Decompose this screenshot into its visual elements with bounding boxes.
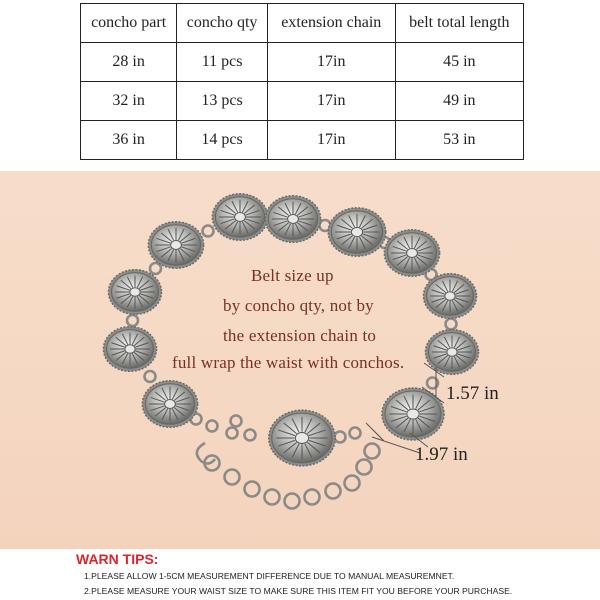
- extension-chain-link: [225, 470, 240, 485]
- concho-medallion: [423, 274, 476, 319]
- table-row: [81, 121, 524, 160]
- extension-chain-link: [265, 490, 280, 505]
- extension-chain-link: [245, 482, 260, 497]
- concho-medallion: [108, 270, 161, 315]
- table-cell: 45 in: [395, 43, 523, 82]
- table-cell: 17in: [267, 82, 395, 121]
- concho-medallion: [142, 381, 197, 427]
- table-cell: 49 in: [395, 82, 523, 121]
- concho-medallion: [103, 327, 156, 372]
- header-concho-part: concho part: [81, 4, 177, 43]
- concho-medallion: [384, 230, 439, 276]
- table-cell: 17in: [267, 121, 395, 160]
- chain-link: [203, 226, 214, 237]
- slogan-line-3: the extension chain to: [223, 326, 377, 345]
- table-cell: 36 in: [81, 121, 177, 160]
- warn-line-2: 2.PLEASE MEASURE YOUR WAIST SIZE TO MAKE SURE THIS ITEM FIT YOU BEFORE YOUR PURCHASE.: [84, 586, 513, 596]
- chain-link: [207, 421, 218, 432]
- chain-link: [231, 416, 242, 427]
- extension-chain-link: [365, 444, 380, 459]
- table-cell: 28 in: [81, 43, 177, 82]
- concho-medallion: [328, 208, 386, 256]
- extension-chain-link: [357, 460, 372, 475]
- warn-tips: [0, 549, 600, 600]
- slogan-line-4: full wrap the waist with conchos.: [172, 353, 405, 372]
- slogan-line-2: by concho qty, not by: [223, 296, 374, 315]
- table-row: [81, 82, 524, 121]
- chain-link: [446, 319, 457, 330]
- product-banner: [0, 171, 600, 549]
- table-cell: 17in: [267, 43, 395, 82]
- extension-chain-link: [326, 484, 341, 499]
- concho-medallion: [148, 222, 203, 268]
- extension-chain-link: [345, 476, 360, 491]
- header-belt-total-length: belt total length: [395, 4, 523, 43]
- chain-link: [335, 432, 346, 443]
- chain-link: [350, 428, 361, 439]
- concho-height-label: 1.57 in: [446, 383, 499, 404]
- warn-title: WARN TIPS:: [76, 551, 159, 567]
- slogan-line-1: Belt size up: [251, 266, 334, 285]
- chain-link: [150, 263, 161, 274]
- chain-link: [127, 315, 138, 326]
- concho-medallion: [269, 410, 335, 466]
- concho-width-label: 1.97 in: [415, 444, 468, 465]
- chain-link: [145, 371, 156, 382]
- extension-chain-link: [305, 490, 320, 505]
- chain-link: [227, 428, 238, 439]
- table-row: [81, 43, 524, 82]
- header-concho-qty: concho qty: [177, 4, 268, 43]
- header-extension-chain: extension chain: [267, 4, 395, 43]
- table-cell: 32 in: [81, 82, 177, 121]
- chain-link: [245, 430, 256, 441]
- table-cell: 14 pcs: [177, 121, 268, 160]
- warn-line-1: 1.PLEASE ALLOW 1-5CM MEASUREMENT DIFFERENCE DUE TO MANUAL MEASUREMNET.: [84, 571, 455, 581]
- table-header-row: [81, 4, 524, 43]
- concho-medallion: [265, 196, 320, 242]
- table-cell: 53 in: [395, 121, 523, 160]
- table-cell: 13 pcs: [177, 82, 268, 121]
- concho-medallion: [212, 194, 267, 240]
- table-cell: 11 pcs: [177, 43, 268, 82]
- size-table: [80, 3, 524, 160]
- extension-chain-link: [285, 494, 300, 509]
- concho-medallion: [425, 330, 478, 375]
